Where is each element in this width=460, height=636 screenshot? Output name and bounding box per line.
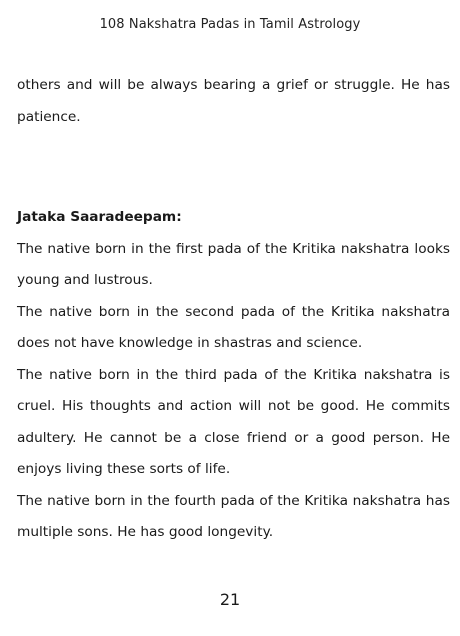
running-header: 108 Nakshatra Padas in Tamil Astrology [99,17,361,32]
continuation-paragraph: others and will be always bearing a grief or struggle. He has patience. [17,77,450,125]
paragraph-third-pada: The native born in the third pada of the Kritika nakshatra is cruel. His thoughts and action will not be good. He commits adultery. He cannot be a close friend or a good person. He enjoys living these sorts of life. [17,366,450,477]
page-number: 21 [219,590,241,609]
jataka-saaradeepam-section [17,202,450,549]
section-heading: Jataka Saaradeepam: [17,209,182,225]
paragraph-first-pada: The native born in the first pada of the Kritika nakshatra looks young and lustrous. [17,240,450,288]
paragraph-fourth-pada: The native born in the fourth pada of the Kritika nakshatra has multiple sons. He has good longevity. [17,492,450,540]
continuation-block [17,70,450,133]
paragraph-second-pada: The native born in the second pada of the Kritika nakshatra does not have knowledge in shastras and science. [17,303,450,351]
